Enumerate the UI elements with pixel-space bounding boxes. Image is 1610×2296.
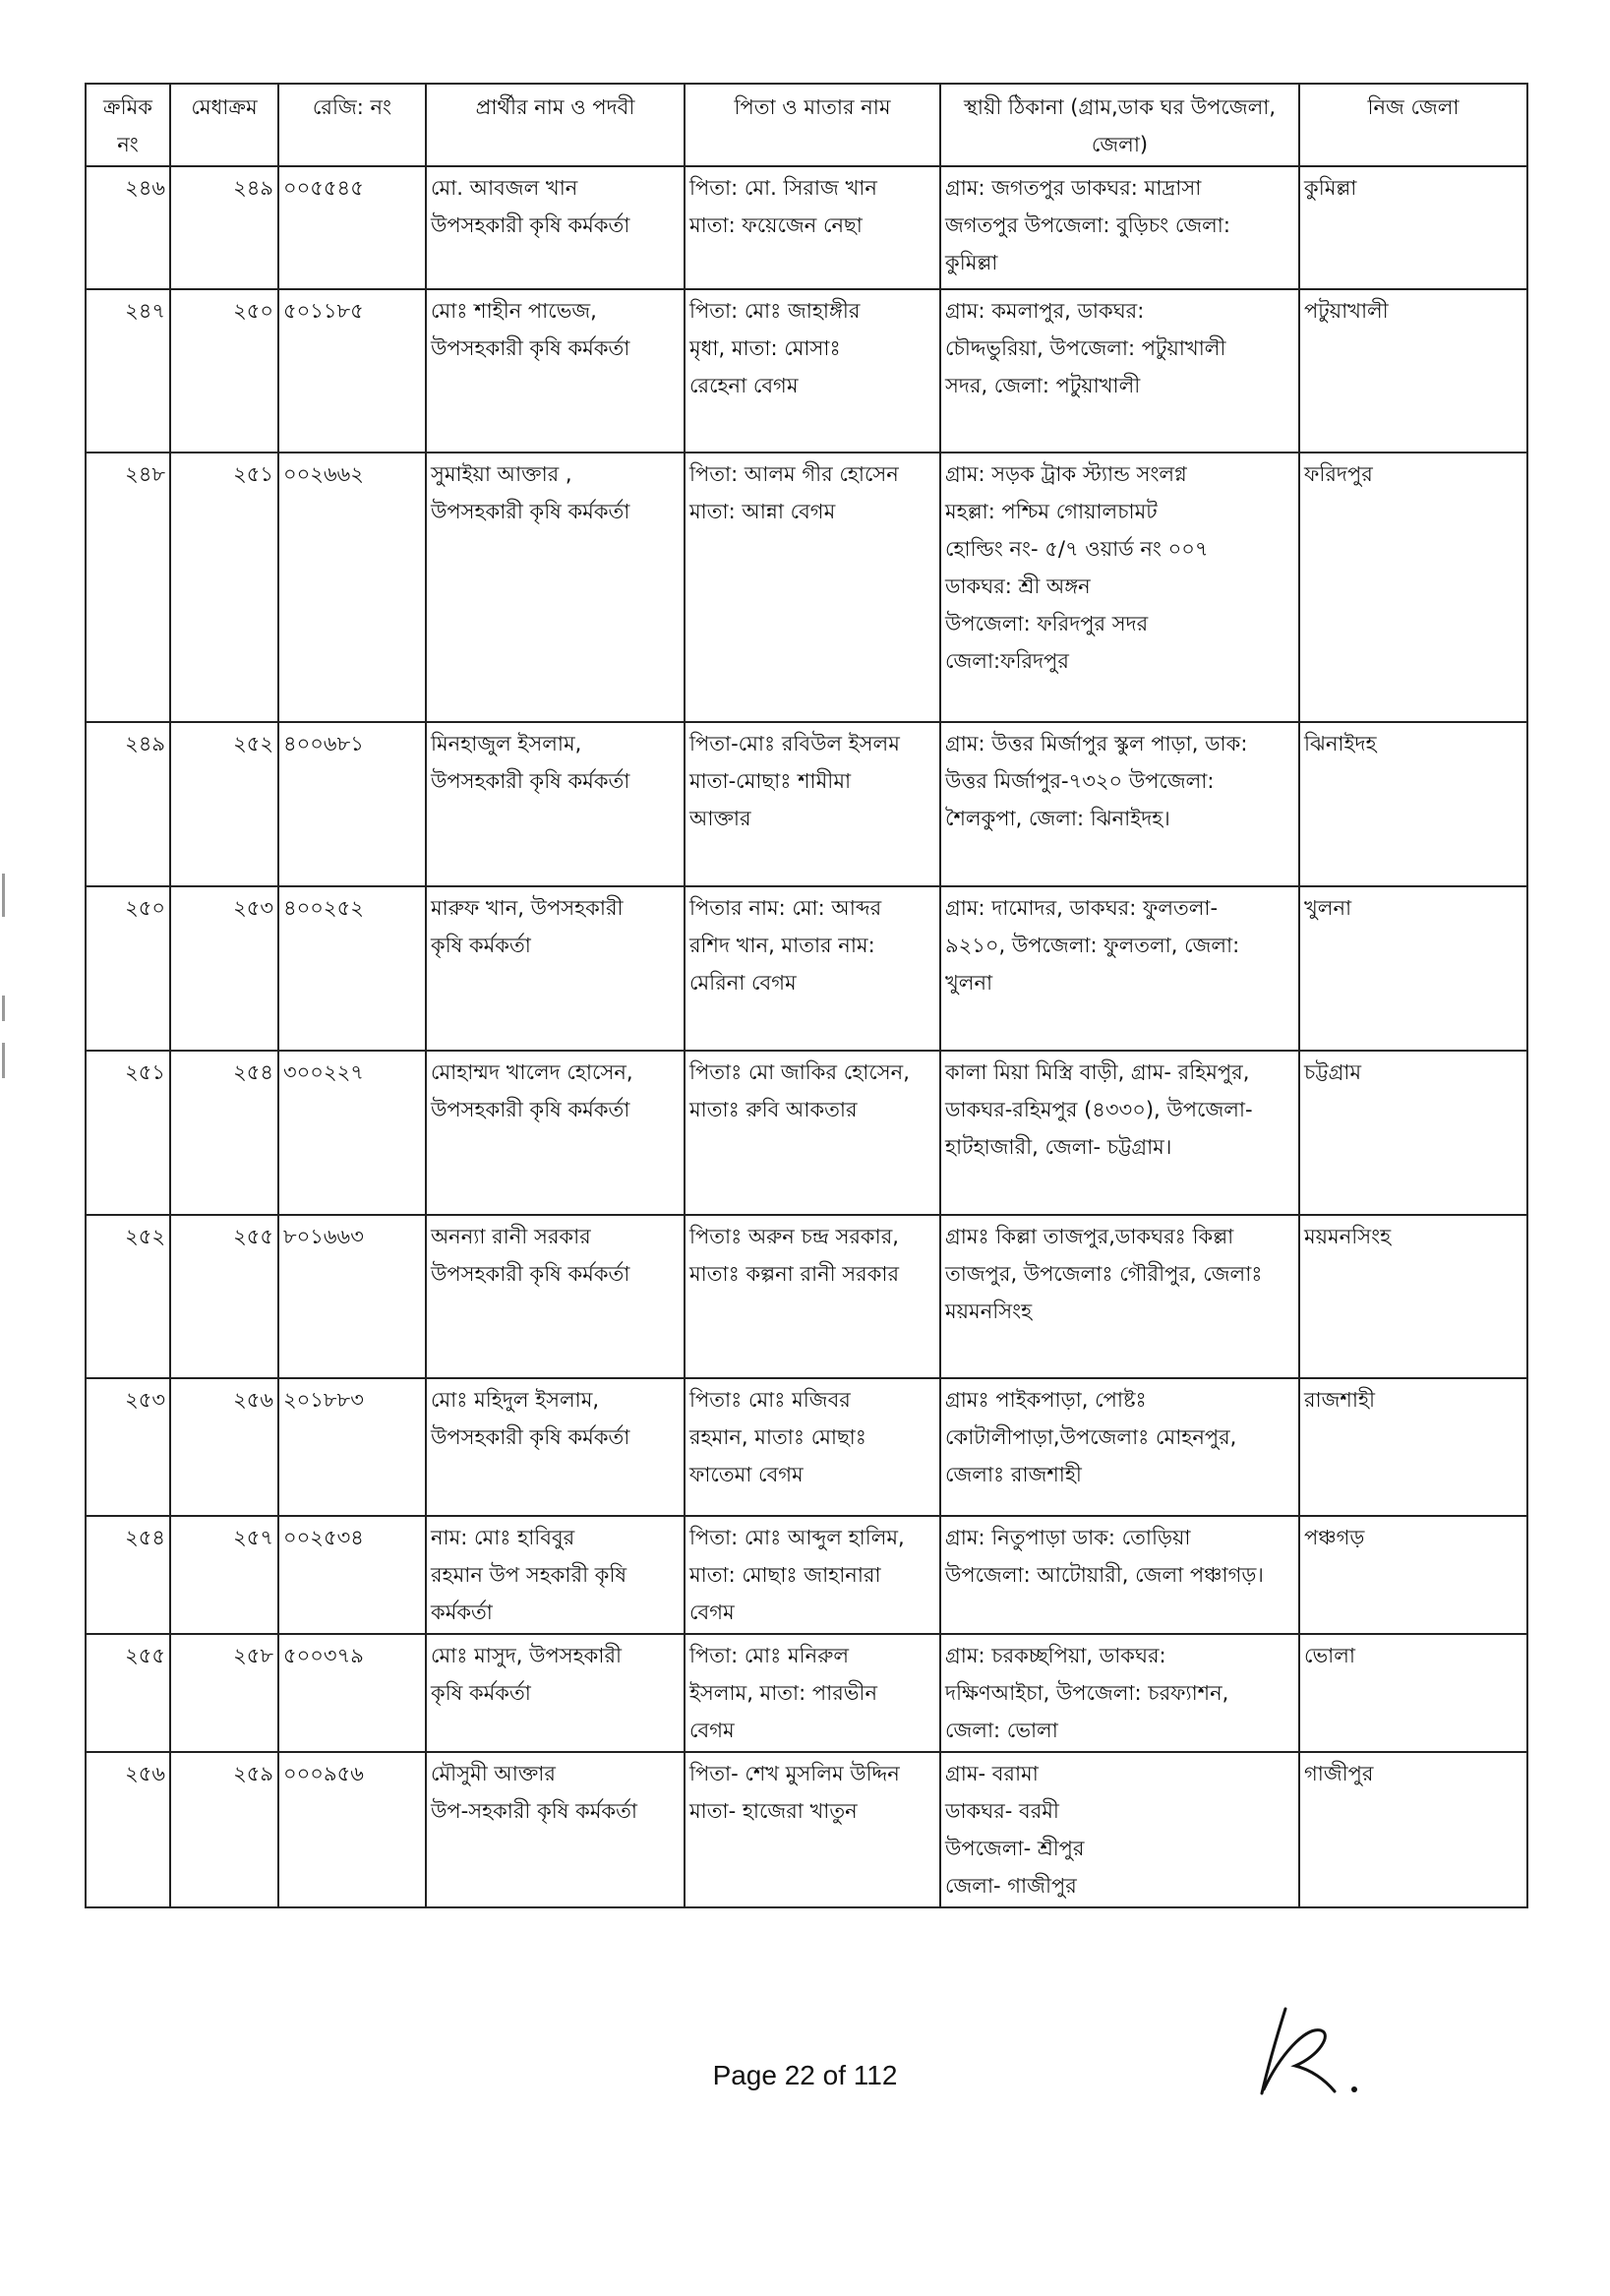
cell-address-line: গ্রাম: নিতুপাড়া ডাক: তোড়িয়া bbox=[945, 1526, 1191, 1549]
cell-district: গাজীপুর bbox=[1299, 1752, 1527, 1907]
cell-parents-line: পিতা-মোঃ রবিউল ইসলম bbox=[689, 732, 900, 755]
page-number: Page 22 of 112 bbox=[712, 2060, 898, 2090]
cell-parents-line: মাতাঃ রুবি আকতার bbox=[689, 1098, 858, 1121]
cell-reg: ৫০১১৮৫ bbox=[278, 289, 426, 453]
cell-name bbox=[426, 1634, 685, 1752]
cell-address-line: জেলা:ফরিদপুর bbox=[945, 649, 1069, 673]
cell-parents-line: মেরিনা বেগম bbox=[689, 971, 797, 995]
cell-address bbox=[940, 1215, 1299, 1378]
cell-reg: ৮০১৬৬৩ bbox=[278, 1215, 426, 1378]
table-row bbox=[86, 1378, 1527, 1516]
table-row bbox=[86, 886, 1527, 1051]
cell-address-line: ডাকঘর- বরমী bbox=[945, 1799, 1059, 1823]
table-row bbox=[86, 1752, 1527, 1907]
table-row bbox=[86, 1215, 1527, 1378]
cell-address-line: জগতপুর উপজেলা: বুড়িচং জেলা: bbox=[945, 213, 1230, 237]
cell-merit: ২৫৫ bbox=[170, 1215, 278, 1378]
table-row bbox=[86, 1634, 1527, 1752]
cell-name bbox=[426, 289, 685, 453]
cell-address-line: ময়মনসিংহ bbox=[945, 1299, 1033, 1323]
cell-address-line: শৈলকুপা, জেলা: ঝিনাইদহ। bbox=[945, 807, 1170, 830]
cell-name-line: উপসহকারী কৃষি কর্মকর্তা bbox=[431, 1262, 630, 1286]
cell-address-line: উত্তর মির্জাপুর-৭৩২০ উপজেলা: bbox=[945, 769, 1215, 793]
cell-address bbox=[940, 166, 1299, 289]
cell-parents-line: রহমান, মাতাঃ মোছাঃ bbox=[689, 1425, 866, 1449]
cell-merit: ২৫৭ bbox=[170, 1516, 278, 1634]
table-row bbox=[86, 453, 1527, 722]
cell-serial: ২৫৫ bbox=[86, 1634, 170, 1752]
cell-address-line: ডাকঘর-রহিমপুর (৪৩৩০), উপজেলা- bbox=[945, 1098, 1253, 1121]
signature-mark bbox=[1234, 1997, 1392, 2105]
cell-reg: ৪০০৬৮১ bbox=[278, 722, 426, 886]
cell-district: ময়মনসিংহ bbox=[1299, 1215, 1527, 1378]
cell-district: রাজশাহী bbox=[1299, 1378, 1527, 1516]
cell-address-line: কোটালীপাড়া,উপজেলাঃ মোহনপুর, bbox=[945, 1425, 1237, 1449]
cell-address-line: উপজেলা: ফরিদপুর সদর bbox=[945, 612, 1149, 635]
cell-serial: ২৫১ bbox=[86, 1051, 170, 1215]
cell-name-line: নাম: মোঃ হাবিবুর bbox=[431, 1526, 575, 1549]
cell-name bbox=[426, 453, 685, 722]
cell-district: খুলনা bbox=[1299, 886, 1527, 1051]
cell-name-line: উপসহকারী কৃষি কর্মকর্তা bbox=[431, 500, 630, 523]
cell-parents-line: পিতাঃ মো জাকির হোসেন, bbox=[689, 1060, 910, 1084]
cell-name bbox=[426, 886, 685, 1051]
cell-serial: ২৫৪ bbox=[86, 1516, 170, 1634]
cell-address-line: ৯২১০, উপজেলা: ফুলতলা, জেলা: bbox=[945, 934, 1240, 957]
cell-parents-line: বেগম bbox=[689, 1719, 735, 1742]
cell-address-line: উপজেলা- শ্রীপুর bbox=[945, 1837, 1085, 1860]
cell-address-line: গ্রামঃ কিল্লা তাজপুর,ডাকঘরঃ কিল্লা bbox=[945, 1225, 1234, 1248]
cell-district: পটুয়াখালী bbox=[1299, 289, 1527, 453]
cell-parents bbox=[685, 289, 940, 453]
cell-name-line: উপসহকারী কৃষি কর্মকর্তা bbox=[431, 336, 630, 360]
candidate-table bbox=[85, 83, 1528, 1908]
cell-address bbox=[940, 289, 1299, 453]
margin-scan-mark bbox=[2, 996, 5, 1021]
cell-name bbox=[426, 166, 685, 289]
cell-reg: ০০২৫৩৪ bbox=[278, 1516, 426, 1634]
table-row bbox=[86, 166, 1527, 289]
cell-parents bbox=[685, 1516, 940, 1634]
cell-parents bbox=[685, 722, 940, 886]
cell-address-line: গ্রাম: কমলাপুর, ডাকঘর: bbox=[945, 299, 1145, 323]
cell-parents bbox=[685, 1634, 940, 1752]
cell-address-line: জেলা- গাজীপুর bbox=[945, 1874, 1077, 1898]
cell-name bbox=[426, 722, 685, 886]
header-district: নিজ জেলা bbox=[1299, 84, 1527, 166]
cell-name-line: মিনহাজুল ইসলাম, bbox=[431, 732, 582, 755]
cell-name-line: মোঃ শাহীন পাভেজ, bbox=[431, 299, 597, 323]
cell-address-line: গ্রাম- বরামা bbox=[945, 1762, 1039, 1785]
cell-merit: ২৫০ bbox=[170, 289, 278, 453]
cell-address-line: তাজপুর, উপজেলাঃ গৌরীপুর, জেলাঃ bbox=[945, 1262, 1263, 1286]
table-row bbox=[86, 289, 1527, 453]
cell-name-line: উপ-সহকারী কৃষি কর্মকর্তা bbox=[431, 1799, 637, 1823]
cell-address bbox=[940, 1752, 1299, 1907]
cell-parents-line: পিতার নাম: মো: আব্দর bbox=[689, 896, 882, 920]
cell-address bbox=[940, 1378, 1299, 1516]
cell-parents bbox=[685, 1051, 940, 1215]
cell-parents bbox=[685, 1215, 940, 1378]
header-parents: পিতা ও মাতার নাম bbox=[685, 84, 940, 166]
cell-name-line: উপসহকারী কৃষি কর্মকর্তা bbox=[431, 1098, 630, 1121]
cell-parents-line: মাতা-মোছাঃ শামীমা bbox=[689, 769, 852, 793]
cell-reg: ০০৫৫৪৫ bbox=[278, 166, 426, 289]
cell-parents-line: পিতা: মোঃ মনিরুল bbox=[689, 1644, 849, 1667]
cell-address-line: চৌদ্দভুরিয়া, উপজেলা: পটুয়াখালী bbox=[945, 336, 1226, 360]
cell-reg: ৫০০৩৭৯ bbox=[278, 1634, 426, 1752]
cell-address-line: গ্রাম: সড়ক ট্রাক স্ট্যান্ড সংলগ্ন bbox=[945, 462, 1187, 486]
cell-parents-line: ইসলাম, মাতা: পারভীন bbox=[689, 1681, 877, 1705]
cell-address-line: কালা মিয়া মিস্ত্রি বাড়ী, গ্রাম- রহিমপুর, bbox=[945, 1060, 1250, 1084]
cell-name-line: সুমাইয়া আক্তার , bbox=[431, 462, 572, 486]
table-header-row bbox=[86, 84, 1527, 166]
cell-address-line: হোল্ডিং নং- ৫/৭ ওয়ার্ড নং ০০৭ bbox=[945, 537, 1209, 561]
cell-name-line: মোঃ মহিদুল ইসলাম, bbox=[431, 1388, 600, 1412]
cell-serial: ২৪৮ bbox=[86, 453, 170, 722]
cell-name-line: অনন্যা রানী সরকার bbox=[431, 1225, 591, 1248]
cell-address bbox=[940, 1051, 1299, 1215]
cell-name-line: মারুফ খান, উপসহকারী bbox=[431, 896, 624, 920]
cell-parents-line: রশিদ খান, মাতার নাম: bbox=[689, 934, 875, 957]
cell-merit: ২৫৩ bbox=[170, 886, 278, 1051]
cell-parents bbox=[685, 1752, 940, 1907]
cell-name-line: কর্মকর্তা bbox=[431, 1601, 493, 1624]
cell-address bbox=[940, 886, 1299, 1051]
cell-serial: ২৫২ bbox=[86, 1215, 170, 1378]
cell-merit: ২৫৯ bbox=[170, 1752, 278, 1907]
cell-reg: ২০১৮৮৩ bbox=[278, 1378, 426, 1516]
cell-merit: ২৫২ bbox=[170, 722, 278, 886]
cell-parents-line: পিতাঃ অরুন চন্দ্র সরকার, bbox=[689, 1225, 899, 1248]
cell-address-line: সদর, জেলা: পটুয়াখালী bbox=[945, 374, 1141, 397]
cell-address-line: ডাকঘর: শ্রী অঙ্গন bbox=[945, 574, 1091, 598]
cell-reg: ০০০৯৫৬ bbox=[278, 1752, 426, 1907]
cell-district: চট্টগ্রাম bbox=[1299, 1051, 1527, 1215]
cell-address bbox=[940, 1516, 1299, 1634]
cell-address-line: হাটহাজারী, জেলা- চট্টগ্রাম। bbox=[945, 1135, 1172, 1159]
cell-name-line: উপসহকারী কৃষি কর্মকর্তা bbox=[431, 213, 630, 237]
cell-parents-line: পিতাঃ মোঃ মজিবর bbox=[689, 1388, 851, 1412]
cell-parents-line: পিতা: মো. সিরাজ খান bbox=[689, 176, 877, 200]
cell-serial: ২৪৬ bbox=[86, 166, 170, 289]
table-body bbox=[86, 166, 1527, 1907]
table-row bbox=[86, 1516, 1527, 1634]
cell-name-line: কৃষি কর্মকর্তা bbox=[431, 1681, 531, 1705]
cell-address-line: কুমিল্লা bbox=[945, 251, 998, 274]
cell-name-line: রহমান উপ সহকারী কৃষি bbox=[431, 1563, 627, 1587]
cell-address-line: খুলনা bbox=[945, 971, 993, 995]
cell-address-line: গ্রাম: দামোদর, ডাকঘর: ফুলতলা- bbox=[945, 896, 1219, 920]
cell-parents-line: পিতা: মোঃ আব্দুল হালিম, bbox=[689, 1526, 905, 1549]
cell-parents-line: মাতা: আন্না বেগম bbox=[689, 500, 836, 523]
cell-parents-line: মাতাঃ কল্পনা রানী সরকার bbox=[689, 1262, 900, 1286]
cell-parents-line: আক্তার bbox=[689, 807, 751, 830]
header-name: প্রার্থীর নাম ও পদবী bbox=[426, 84, 685, 166]
cell-parents-line: রেহেনা বেগম bbox=[689, 374, 799, 397]
cell-name-line: মো. আবজল খান bbox=[431, 176, 578, 200]
cell-parents-line: পিতা: মোঃ জাহাঙ্গীর bbox=[689, 299, 861, 323]
cell-name bbox=[426, 1215, 685, 1378]
margin-scan-mark bbox=[2, 1043, 5, 1078]
cell-name bbox=[426, 1378, 685, 1516]
table-row bbox=[86, 1051, 1527, 1215]
cell-serial: ২৫০ bbox=[86, 886, 170, 1051]
cell-parents-line: মাতা: ফয়েজেন নেছা bbox=[689, 213, 863, 237]
cell-address-line: জেলাঃ রাজশাহী bbox=[945, 1463, 1082, 1486]
cell-merit: ২৪৯ bbox=[170, 166, 278, 289]
cell-address-line: গ্রাম: চরকচ্ছপিয়া, ডাকঘর: bbox=[945, 1644, 1166, 1667]
cell-parents-line: মাতা- হাজেরা খাতুন bbox=[689, 1799, 858, 1823]
cell-reg: ০০২৬৬২ bbox=[278, 453, 426, 722]
cell-address bbox=[940, 722, 1299, 886]
cell-district: ঝিনাইদহ bbox=[1299, 722, 1527, 886]
cell-merit: ২৫৪ bbox=[170, 1051, 278, 1215]
cell-name-line: উপসহকারী কৃষি কর্মকর্তা bbox=[431, 769, 630, 793]
cell-district: ভোলা bbox=[1299, 1634, 1527, 1752]
cell-merit: ২৫৮ bbox=[170, 1634, 278, 1752]
cell-serial: ২৪৯ bbox=[86, 722, 170, 886]
cell-parents bbox=[685, 166, 940, 289]
cell-address-line: গ্রাম: উত্তর মির্জাপুর স্কুল পাড়া, ডাক: bbox=[945, 732, 1248, 755]
cell-name-line: মৌসুমী আক্তার bbox=[431, 1762, 556, 1785]
cell-address-line: দক্ষিণআইচা, উপজেলা: চরফ্যাশন, bbox=[945, 1681, 1229, 1705]
cell-serial: ২৪৭ bbox=[86, 289, 170, 453]
cell-parents bbox=[685, 886, 940, 1051]
cell-address bbox=[940, 1634, 1299, 1752]
cell-parents-line: পিতা: আলম গীর হোসেন bbox=[689, 462, 899, 486]
cell-parents-line: ফাতেমা বেগম bbox=[689, 1463, 804, 1486]
cell-name-line: কৃষি কর্মকর্তা bbox=[431, 934, 531, 957]
cell-name-line: মোহাম্মদ খালেদ হোসেন, bbox=[431, 1060, 633, 1084]
cell-address-line: উপজেলা: আটোয়ারী, জেলা পঞ্চাগড়। bbox=[945, 1563, 1264, 1587]
header-merit: মেধাক্রম bbox=[170, 84, 278, 166]
cell-address-line: গ্রাম: জগতপুর ডাকঘর: মাদ্রাসা bbox=[945, 176, 1202, 200]
cell-reg: ৩০০২২৭ bbox=[278, 1051, 426, 1215]
cell-reg: ৪০০২৫২ bbox=[278, 886, 426, 1051]
cell-parents-line: মাতা: মোছাঃ জাহানারা bbox=[689, 1563, 881, 1587]
cell-address-line: গ্রামঃ পাইকপাড়া, পোষ্টঃ bbox=[945, 1388, 1147, 1412]
cell-address-line: মহল্লা: পশ্চিম গোয়ালচামট bbox=[945, 500, 1158, 523]
cell-name-line: মোঃ মাসুদ, উপসহকারী bbox=[431, 1644, 623, 1667]
cell-district: কুমিল্লা bbox=[1299, 166, 1527, 289]
cell-parents-line: বেগম bbox=[689, 1601, 735, 1624]
header-address: স্থায়ী ঠিকানা (গ্রাম,ডাক ঘর উপজেলা, জেলা) bbox=[940, 84, 1299, 166]
table-row bbox=[86, 722, 1527, 886]
cell-serial: ২৫৩ bbox=[86, 1378, 170, 1516]
cell-parents-line: পিতা- শেখ মুসলিম উদ্দিন bbox=[689, 1762, 900, 1785]
cell-parents bbox=[685, 453, 940, 722]
margin-scan-mark bbox=[2, 874, 5, 917]
cell-parents-line: মৃধা, মাতা: মোসাঃ bbox=[689, 336, 841, 360]
cell-parents bbox=[685, 1378, 940, 1516]
cell-serial: ২৫৬ bbox=[86, 1752, 170, 1907]
cell-address bbox=[940, 453, 1299, 722]
cell-address-line: জেলা: ভোলা bbox=[945, 1719, 1058, 1742]
cell-district: পঞ্চগড় bbox=[1299, 1516, 1527, 1634]
cell-district: ফরিদপুর bbox=[1299, 453, 1527, 722]
cell-name bbox=[426, 1752, 685, 1907]
header-reg: রেজি: নং bbox=[278, 84, 426, 166]
cell-name bbox=[426, 1516, 685, 1634]
header-serial: ক্রমিক নং bbox=[86, 84, 170, 166]
cell-merit: ২৫৬ bbox=[170, 1378, 278, 1516]
cell-name bbox=[426, 1051, 685, 1215]
cell-name-line: উপসহকারী কৃষি কর্মকর্তা bbox=[431, 1425, 630, 1449]
cell-merit: ২৫১ bbox=[170, 453, 278, 722]
